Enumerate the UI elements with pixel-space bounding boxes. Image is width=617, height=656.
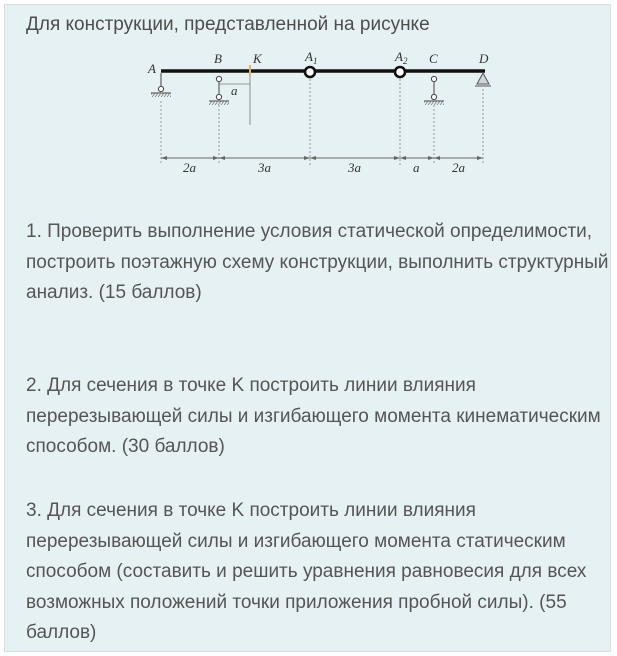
- hinge-a2: [395, 67, 405, 77]
- task-2: 2. Для сечения в точке K построить линии влияния перерезывающей силы и изгибающего момента кинематическим способом. (30 баллов): [26, 375, 601, 457]
- label-b: B: [214, 51, 222, 66]
- label-d: D: [479, 51, 489, 66]
- label-c: C: [429, 51, 438, 66]
- task-1: 1. Проверить выполнение условия статической определимости, построить поэтажную схему конструкции, выполнить структурный анализ. (15 баллов): [26, 221, 609, 303]
- hinge-a1: [305, 67, 315, 77]
- label-local-a: a: [231, 83, 238, 98]
- label-k: K: [253, 51, 262, 66]
- extension-lines: [161, 75, 483, 165]
- support-b: [209, 76, 229, 105]
- label-a2: $A_2$: [395, 49, 408, 66]
- beam-diagram: [5, 5, 612, 205]
- task-title: Для конструкции, представленной на рисунке: [26, 14, 430, 35]
- span-label: 3a: [348, 160, 361, 175]
- label-a: A: [148, 61, 156, 76]
- support-a: [151, 73, 171, 97]
- span-label: 2a: [183, 160, 196, 175]
- label-a1: $A_1$: [305, 49, 318, 66]
- support-d: [475, 73, 491, 86]
- task-card: [4, 4, 611, 652]
- support-c: [424, 76, 444, 105]
- span-label: 3a: [258, 160, 271, 175]
- span-label: a: [413, 160, 420, 175]
- span-label: 2a: [452, 160, 465, 175]
- task-3: 3. Для сечения в точке K построить линии влияния перерезывающей силы и изгибающего момента статическим способом (составить и решить уравнения равновесия для всех возможных положений точки приложения пробной силы). (55 баллов): [26, 500, 587, 643]
